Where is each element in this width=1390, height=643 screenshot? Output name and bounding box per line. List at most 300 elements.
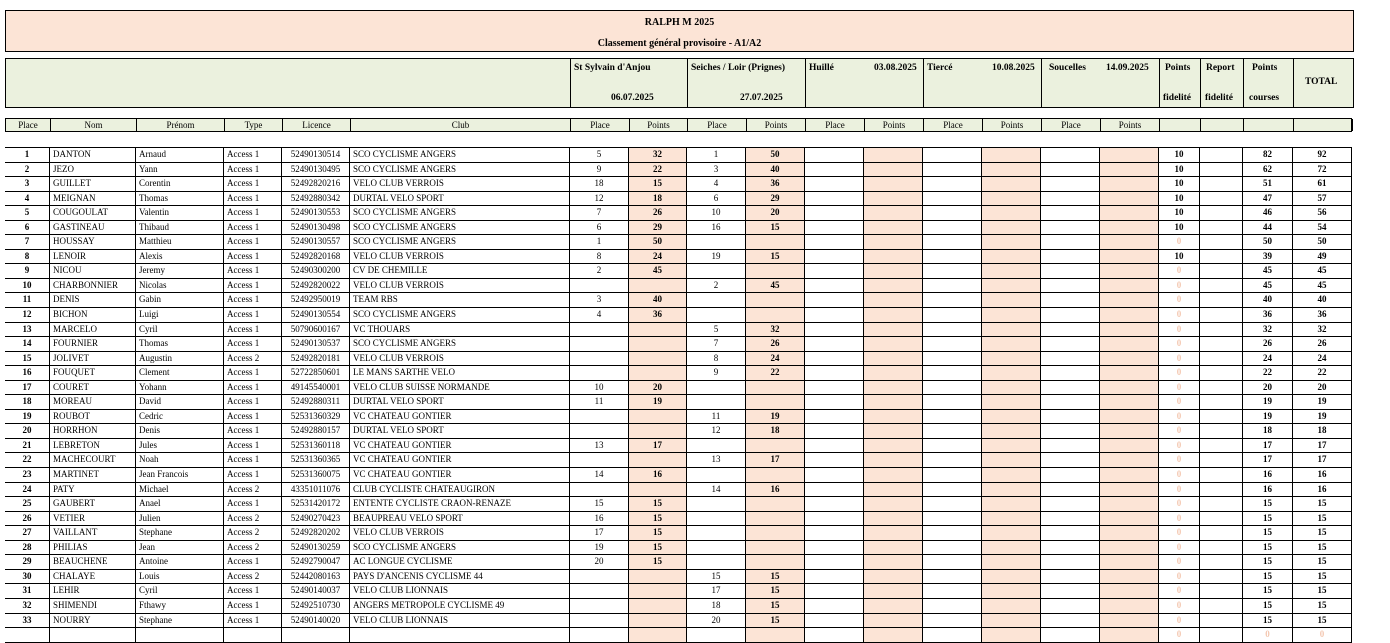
cell-type: Access 2 xyxy=(224,526,282,540)
cell-prenom: Jules xyxy=(136,439,224,453)
cell-club: LE MANS SARTHE VELO xyxy=(350,366,570,380)
cell-race-3-points xyxy=(864,424,923,438)
table-row xyxy=(5,148,1352,163)
cell-race-1-points xyxy=(629,366,687,380)
cell-race-3-points xyxy=(864,163,923,177)
cell-prenom xyxy=(136,628,224,642)
cell-race-5-place xyxy=(1041,483,1100,497)
cell-points-fidelite: 0 xyxy=(1159,439,1200,453)
cell-race-3-place xyxy=(805,555,864,569)
cell-race-2-place: 1 xyxy=(687,148,746,162)
cell-race-3-points xyxy=(864,526,923,540)
cell-licence: 52490130553 xyxy=(282,206,350,220)
cell-licence: 52531420172 xyxy=(282,497,350,511)
cell-race-5-points xyxy=(1100,512,1159,526)
cell-race-5-place xyxy=(1041,163,1100,177)
cell-race-5-points xyxy=(1100,163,1159,177)
cell-race-2-points: 15 xyxy=(746,599,805,613)
cell-total: 45 xyxy=(1293,279,1352,293)
cell-licence: 52490140037 xyxy=(282,584,350,598)
cell-race-5-points xyxy=(1100,439,1159,453)
cell-race-1-points: 24 xyxy=(629,250,687,264)
col-header-race-5-points: Points xyxy=(1101,119,1160,131)
cell-total: 15 xyxy=(1293,570,1352,584)
cell-type: Access 1 xyxy=(224,250,282,264)
table-row xyxy=(5,584,1352,599)
cell-points-fidelite: 10 xyxy=(1159,192,1200,206)
cell-points-fidelite: 10 xyxy=(1159,250,1200,264)
cell-prenom: Arnaud xyxy=(136,148,224,162)
cell-type: Access 2 xyxy=(224,483,282,497)
cell-report-fidelite xyxy=(1200,308,1243,322)
cell-points-fidelite: 10 xyxy=(1159,206,1200,220)
cell-prenom: Valentin xyxy=(136,206,224,220)
cell-race-4-place xyxy=(923,453,982,467)
race-4-header: Tiercé 10.08.2025 xyxy=(924,59,1042,107)
cell-place: 29 xyxy=(5,555,50,569)
cell-race-5-points xyxy=(1100,453,1159,467)
cell-nom: MACHECOURT xyxy=(50,453,136,467)
cell-race-2-place: 12 xyxy=(687,424,746,438)
cell-type: Access 1 xyxy=(224,192,282,206)
cell-race-5-place xyxy=(1041,250,1100,264)
cell-race-1-place: 17 xyxy=(570,526,629,540)
cell-race-2-place xyxy=(687,381,746,395)
cell-total: 15 xyxy=(1293,526,1352,540)
cell-race-2-place: 8 xyxy=(687,352,746,366)
cell-race-3-points xyxy=(864,366,923,380)
cell-race-1-points: 36 xyxy=(629,308,687,322)
cell-points-courses: 17 xyxy=(1243,439,1293,453)
cell-place: 13 xyxy=(5,323,50,337)
cell-licence: 52492820202 xyxy=(282,526,350,540)
cell-prenom: David xyxy=(136,395,224,409)
cell-race-4-place xyxy=(923,293,982,307)
cell-report-fidelite xyxy=(1200,628,1243,642)
cell-race-5-points xyxy=(1100,555,1159,569)
cell-race-3-place xyxy=(805,570,864,584)
cell-licence: 52490130537 xyxy=(282,337,350,351)
cell-race-3-points xyxy=(864,497,923,511)
cell-total: 15 xyxy=(1293,599,1352,613)
cell-race-3-place xyxy=(805,337,864,351)
cell-total: 17 xyxy=(1293,453,1352,467)
cell-total: 45 xyxy=(1293,264,1352,278)
cell-type: Access 1 xyxy=(224,555,282,569)
cell-race-1-place: 3 xyxy=(570,293,629,307)
cell-report-fidelite xyxy=(1200,206,1243,220)
cell-nom: CHARBONNIER xyxy=(50,279,136,293)
cell-race-1-place: 16 xyxy=(570,512,629,526)
cell-licence: 52490130498 xyxy=(282,221,350,235)
cell-race-3-points xyxy=(864,148,923,162)
col-header-total xyxy=(1294,119,1353,131)
cell-race-2-place: 16 xyxy=(687,221,746,235)
cell-race-5-points xyxy=(1100,192,1159,206)
cell-place: 20 xyxy=(5,424,50,438)
cell-nom: MARCELO xyxy=(50,323,136,337)
cell-total: 20 xyxy=(1293,381,1352,395)
cell-race-1-place xyxy=(570,352,629,366)
cell-race-5-place xyxy=(1041,453,1100,467)
cell-race-5-points xyxy=(1100,628,1159,642)
sheet-title: RALPH M 2025 xyxy=(644,17,715,28)
cell-race-2-points xyxy=(746,512,805,526)
cell-race-2-place: 9 xyxy=(687,366,746,380)
cell-race-5-points xyxy=(1100,570,1159,584)
cell-race-5-points xyxy=(1100,352,1159,366)
cell-club: CV DE CHEMILLE xyxy=(350,264,570,278)
cell-race-4-points xyxy=(982,512,1041,526)
cell-prenom: Corentin xyxy=(136,177,224,191)
cell-race-2-place: 15 xyxy=(687,570,746,584)
points-courses-header: Points courses xyxy=(1244,59,1294,107)
cell-place: 12 xyxy=(5,308,50,322)
cell-race-5-points xyxy=(1100,395,1159,409)
cell-race-3-place xyxy=(805,221,864,235)
cell-race-1-points: 20 xyxy=(629,381,687,395)
cell-race-2-points xyxy=(746,526,805,540)
cell-race-4-place xyxy=(923,308,982,322)
cell-club: VELO CLUB VERROIS xyxy=(350,177,570,191)
cell-points-courses: 16 xyxy=(1243,483,1293,497)
col-header-report-fidelite xyxy=(1201,119,1244,131)
cell-points-fidelite: 0 xyxy=(1159,424,1200,438)
cell-race-2-place: 18 xyxy=(687,599,746,613)
cell-nom: MARTINET xyxy=(50,468,136,482)
cell-race-5-place xyxy=(1041,497,1100,511)
cell-type: Access 1 xyxy=(224,293,282,307)
cell-race-3-place xyxy=(805,410,864,424)
cell-report-fidelite xyxy=(1200,352,1243,366)
cell-race-4-place xyxy=(923,497,982,511)
cell-race-5-points xyxy=(1100,177,1159,191)
cell-prenom: Luigi xyxy=(136,308,224,322)
cell-report-fidelite xyxy=(1200,279,1243,293)
cell-race-5-place xyxy=(1041,177,1100,191)
cell-total: 19 xyxy=(1293,395,1352,409)
cell-type: Access 1 xyxy=(224,366,282,380)
cell-total: 18 xyxy=(1293,424,1352,438)
cell-race-4-points xyxy=(982,177,1041,191)
cell-type: Access 1 xyxy=(224,439,282,453)
cell-race-3-place xyxy=(805,424,864,438)
cell-race-2-points xyxy=(746,497,805,511)
cell-race-2-points xyxy=(746,555,805,569)
cell-race-4-points xyxy=(982,235,1041,249)
cell-race-4-points xyxy=(982,395,1041,409)
cell-place: 22 xyxy=(5,453,50,467)
cell-points-fidelite: 0 xyxy=(1159,308,1200,322)
cell-race-4-points xyxy=(982,308,1041,322)
cell-race-5-place xyxy=(1041,381,1100,395)
cell-race-1-points xyxy=(629,599,687,613)
cell-report-fidelite xyxy=(1200,497,1243,511)
cell-race-3-place xyxy=(805,148,864,162)
cell-place: 14 xyxy=(5,337,50,351)
cell-report-fidelite xyxy=(1200,192,1243,206)
cell-race-1-place xyxy=(570,279,629,293)
cell-place: 11 xyxy=(5,293,50,307)
cell-race-3-place xyxy=(805,614,864,628)
cell-race-1-place: 1 xyxy=(570,235,629,249)
cell-race-3-points xyxy=(864,439,923,453)
cell-race-2-points xyxy=(746,308,805,322)
cell-prenom: Jean Francois xyxy=(136,468,224,482)
cell-report-fidelite xyxy=(1200,584,1243,598)
cell-points-fidelite: 0 xyxy=(1159,381,1200,395)
cell-place: 16 xyxy=(5,366,50,380)
cell-race-2-place xyxy=(687,628,746,642)
cell-race-3-place xyxy=(805,381,864,395)
cell-report-fidelite xyxy=(1200,148,1243,162)
cell-race-4-points xyxy=(982,439,1041,453)
cell-licence: 52490140020 xyxy=(282,614,350,628)
cell-race-1-points xyxy=(629,279,687,293)
cell-race-5-place xyxy=(1041,235,1100,249)
table-row xyxy=(5,177,1352,192)
cell-points-courses: 36 xyxy=(1243,308,1293,322)
cell-race-3-points xyxy=(864,468,923,482)
cell-race-1-points xyxy=(629,337,687,351)
cell-race-2-place: 2 xyxy=(687,279,746,293)
cell-race-2-place: 6 xyxy=(687,192,746,206)
cell-points-fidelite: 10 xyxy=(1159,163,1200,177)
cell-nom: COUGOULAT xyxy=(50,206,136,220)
table-row xyxy=(5,221,1352,236)
cell-place: 7 xyxy=(5,235,50,249)
table-row xyxy=(5,512,1352,527)
col-header-race-1-points: Points xyxy=(630,119,688,131)
cell-type: Access 1 xyxy=(224,206,282,220)
cell-race-4-points xyxy=(982,293,1041,307)
cell-race-2-place xyxy=(687,526,746,540)
cell-licence: 52442080163 xyxy=(282,570,350,584)
cell-race-1-place: 12 xyxy=(570,192,629,206)
cell-nom: FOURNIER xyxy=(50,337,136,351)
cell-place: 10 xyxy=(5,279,50,293)
cell-race-1-place: 19 xyxy=(570,541,629,555)
cell-race-4-place xyxy=(923,177,982,191)
col-header-points-courses xyxy=(1244,119,1294,131)
cell-points-courses: 62 xyxy=(1243,163,1293,177)
cell-race-2-place xyxy=(687,395,746,409)
cell-race-3-points xyxy=(864,453,923,467)
cell-race-3-points xyxy=(864,570,923,584)
cell-points-fidelite: 0 xyxy=(1159,453,1200,467)
cell-points-courses: 39 xyxy=(1243,250,1293,264)
cell-place: 24 xyxy=(5,483,50,497)
cell-nom: LEHIR xyxy=(50,584,136,598)
cell-race-1-place: 18 xyxy=(570,177,629,191)
cell-race-4-place xyxy=(923,555,982,569)
cell-type: Access 1 xyxy=(224,381,282,395)
cell-place: 31 xyxy=(5,584,50,598)
cell-licence: 52531360075 xyxy=(282,468,350,482)
cell-race-5-place xyxy=(1041,352,1100,366)
cell-race-3-place xyxy=(805,323,864,337)
cell-type: Access 1 xyxy=(224,163,282,177)
cell-total: 61 xyxy=(1293,177,1352,191)
cell-club: AC LONGUE CYCLISME xyxy=(350,555,570,569)
cell-race-3-place xyxy=(805,366,864,380)
cell-points-courses: 15 xyxy=(1243,614,1293,628)
cell-type: Access 1 xyxy=(224,177,282,191)
cell-type: Access 1 xyxy=(224,453,282,467)
cell-race-3-points xyxy=(864,293,923,307)
cell-club: ANGERS METROPOLE CYCLISME 49 xyxy=(350,599,570,613)
cell-race-5-points xyxy=(1100,483,1159,497)
cell-race-3-points xyxy=(864,628,923,642)
cell-prenom: Julien xyxy=(136,512,224,526)
cell-prenom: Alexis xyxy=(136,250,224,264)
cell-race-3-place xyxy=(805,177,864,191)
cell-race-2-points: 40 xyxy=(746,163,805,177)
table-row xyxy=(5,439,1352,454)
cell-race-1-points: 15 xyxy=(629,512,687,526)
cell-place: 18 xyxy=(5,395,50,409)
cell-place: 3 xyxy=(5,177,50,191)
cell-race-4-place xyxy=(923,439,982,453)
cell-report-fidelite xyxy=(1200,221,1243,235)
cell-licence: 52492880342 xyxy=(282,192,350,206)
cell-race-4-points xyxy=(982,323,1041,337)
cell-type: Access 1 xyxy=(224,497,282,511)
cell-total: 16 xyxy=(1293,468,1352,482)
race-1-header: St Sylvain d'Anjou 06.07.2025 xyxy=(571,59,688,107)
cell-licence: 52492820168 xyxy=(282,250,350,264)
cell-race-3-points xyxy=(864,337,923,351)
cell-total: 17 xyxy=(1293,439,1352,453)
cell-race-1-place xyxy=(570,599,629,613)
cell-race-4-points xyxy=(982,163,1041,177)
cell-race-4-points xyxy=(982,526,1041,540)
cell-nom: NICOU xyxy=(50,264,136,278)
cell-race-3-points xyxy=(864,177,923,191)
cell-race-4-place xyxy=(923,628,982,642)
cell-points-courses: 15 xyxy=(1243,497,1293,511)
cell-race-2-points xyxy=(746,628,805,642)
cell-total: 50 xyxy=(1293,235,1352,249)
cell-licence: 52490300200 xyxy=(282,264,350,278)
cell-race-5-place xyxy=(1041,628,1100,642)
cell-race-3-points xyxy=(864,541,923,555)
cell-total: 40 xyxy=(1293,293,1352,307)
cell-race-1-place xyxy=(570,584,629,598)
cell-type: Access 1 xyxy=(224,279,282,293)
cell-prenom: Cyril xyxy=(136,584,224,598)
cell-report-fidelite xyxy=(1200,235,1243,249)
cell-race-1-place xyxy=(570,453,629,467)
table-row xyxy=(5,323,1352,338)
cell-race-2-place xyxy=(687,235,746,249)
cell-prenom: Augustin xyxy=(136,352,224,366)
cell-points-fidelite: 0 xyxy=(1159,541,1200,555)
col-header-race-3-place: Place xyxy=(806,119,865,131)
cell-prenom: Thomas xyxy=(136,192,224,206)
cell-type: Access 2 xyxy=(224,512,282,526)
cell-club: VC THOUARS xyxy=(350,323,570,337)
cell-race-4-place xyxy=(923,163,982,177)
cell-race-3-points xyxy=(864,264,923,278)
table-row xyxy=(5,352,1352,367)
cell-licence: 52492820022 xyxy=(282,279,350,293)
table-row xyxy=(5,206,1352,221)
cell-race-2-points: 15 xyxy=(746,250,805,264)
cell-place: 4 xyxy=(5,192,50,206)
cell-nom: JOLIVET xyxy=(50,352,136,366)
cell-type: Access 1 xyxy=(224,323,282,337)
cell-race-4-points xyxy=(982,468,1041,482)
cell-points-fidelite: 0 xyxy=(1159,512,1200,526)
cell-race-4-place xyxy=(923,279,982,293)
cell-race-2-place xyxy=(687,308,746,322)
cell-club: VELO CLUB VERROIS xyxy=(350,352,570,366)
cell-points-courses: 47 xyxy=(1243,192,1293,206)
cell-licence: 52490130495 xyxy=(282,163,350,177)
cell-race-3-place xyxy=(805,628,864,642)
cell-race-4-place xyxy=(923,221,982,235)
cell-club: VELO CLUB VERROIS xyxy=(350,279,570,293)
cell-race-3-place xyxy=(805,308,864,322)
cell-points-courses: 45 xyxy=(1243,279,1293,293)
cell-race-1-points xyxy=(629,628,687,642)
cell-points-fidelite: 0 xyxy=(1159,468,1200,482)
cell-race-2-place: 14 xyxy=(687,483,746,497)
total-header: TOTAL xyxy=(1305,77,1338,87)
cell-race-5-points xyxy=(1100,526,1159,540)
table-row xyxy=(5,337,1352,352)
cell-race-2-points xyxy=(746,439,805,453)
cell-total: 19 xyxy=(1293,410,1352,424)
table-row xyxy=(5,235,1352,250)
cell-race-5-points xyxy=(1100,323,1159,337)
cell-place: 8 xyxy=(5,250,50,264)
cell-race-3-points xyxy=(864,584,923,598)
cell-race-2-place xyxy=(687,468,746,482)
cell-points-courses: 15 xyxy=(1243,541,1293,555)
cell-nom: ROUBOT xyxy=(50,410,136,424)
cell-club: VELO CLUB VERROIS xyxy=(350,526,570,540)
table-row xyxy=(5,483,1352,498)
cell-race-3-place xyxy=(805,497,864,511)
cell-report-fidelite xyxy=(1200,264,1243,278)
cell-race-1-points: 15 xyxy=(629,541,687,555)
cell-race-1-place: 10 xyxy=(570,381,629,395)
cell-race-4-place xyxy=(923,264,982,278)
cell-total: 0 xyxy=(1293,628,1352,642)
cell-licence: 52492820216 xyxy=(282,177,350,191)
cell-licence: 52490130259 xyxy=(282,541,350,555)
cell-total: 54 xyxy=(1293,221,1352,235)
cell-type: Access 1 xyxy=(224,337,282,351)
cell-report-fidelite xyxy=(1200,163,1243,177)
cell-race-1-points: 22 xyxy=(629,163,687,177)
cell-club: BEAUPREAU VELO SPORT xyxy=(350,512,570,526)
cell-total: 26 xyxy=(1293,337,1352,351)
cell-race-3-points xyxy=(864,483,923,497)
cell-race-5-place xyxy=(1041,541,1100,555)
cell-nom: HORRHON xyxy=(50,424,136,438)
cell-nom: DENIS xyxy=(50,293,136,307)
cell-race-3-points xyxy=(864,599,923,613)
cell-club xyxy=(350,628,570,642)
cell-total: 16 xyxy=(1293,483,1352,497)
cell-points-fidelite: 10 xyxy=(1159,221,1200,235)
cell-points-fidelite: 10 xyxy=(1159,177,1200,191)
cell-race-5-points xyxy=(1100,541,1159,555)
table-row xyxy=(5,163,1352,178)
